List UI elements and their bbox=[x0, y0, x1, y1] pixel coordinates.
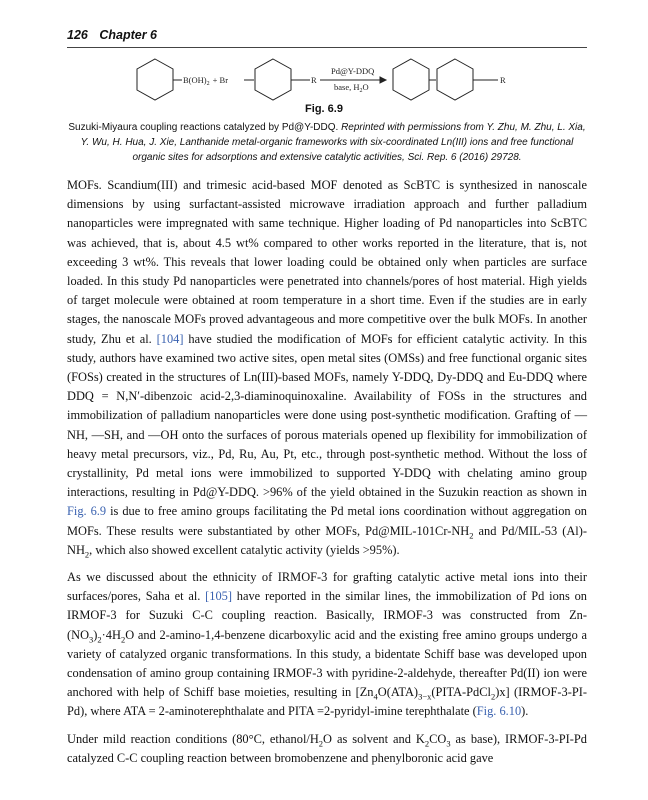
figure-link-6-10[interactable]: Fig. 6.10 bbox=[476, 704, 522, 719]
body-text bbox=[67, 176, 587, 776]
paragraph-1: MOFs. Scandium(III) and trimesic acid-based MOF denoted as ScBTC is synthesized in nanoscale dimensions by using surfactant-assisted microwave irradiation approach and further palladium nanoparticles were impregnated with same technique. Higher loading of Pd nanoparticles into ScBTC was achieved, that is, about 4.5 wt% compared to other works reported in the literature, that is, not exceeding 3 wt%. This reveals that lower loading could be obtained only when particles are surface loaded. In this study Pd nanoparticles were penetrated into channels/pores of host material. High yields of target molecule were obtained at room temperature in a short time. Even if the studies are in early stages, the nanoscale MOFs proved advantageous and more competitive over the bulk MOFs. In another study, Zhu et al. [104] have studied the modification of MOFs for efficient catalytic activity. In this study, authors have examined two active sites, open metal sites (OMSs) and free functional organic sites (FOSs) created in the structures of Ln(III)-based MOFs, namely Y-DDQ, Dy-DDQ and Eu-DDQ where DDQ = N,N′-dibenzoic acid-2,3-diaminoquinoxaline. Availability of FOSs in the structures and immobilization of palladium nanoparticles were done using post-synthetic modification. Grafting of —NH, —SH, and —OH onto the surfaces of porous materials opened up flexibility for immobilization of heavy metal precursors, viz., Pd, Ru, Au, Pt, etc., through post-synthetic method. Without the loss of crystallinity, Pd metal ions were immobilized to supported Y-DDQ with chelating amino group interactions, resulting in Pd@Y-DDQ. >96% of the yield obtained in the Suzukin reaction as shown in Fig. 6.9 is due to free amino groups facilitating the Pd metal ions coordination without aggregation on MOFs. These results were substantiated by other MOFs, $Pd@MIL-101Cr-NH_2$ and Pd/MIL-53 $(Al)-NH_2$, which also showed excellent catalytic activity (yields >95%). bbox=[67, 178, 587, 560]
svg-text:base, H2O: base, $H_2O$ bbox=[334, 82, 369, 94]
product-substituent-label: R bbox=[500, 75, 506, 85]
figure-label: Fig. 6.9 bbox=[305, 103, 343, 115]
conditions-label: base, H bbox=[334, 82, 360, 92]
running-head bbox=[67, 28, 587, 42]
reference-link-105[interactable]: [105] bbox=[205, 589, 232, 604]
figure-caption bbox=[67, 120, 587, 165]
benzene-ring-2 bbox=[255, 59, 291, 100]
benzene-ring-3 bbox=[393, 59, 429, 100]
chapter-title: Chapter 6 bbox=[99, 28, 157, 42]
svg-text:B(OH)2+ Br: $B(OH)_2 + Br$ bbox=[183, 75, 229, 87]
benzene-ring-1 bbox=[137, 59, 173, 100]
figure-link-6-9[interactable]: Fig. 6.9 bbox=[67, 504, 107, 519]
substituent-label: R bbox=[311, 75, 317, 85]
paragraph-2: As we discussed about the ethnicity of IRMOF-3 for grafting catalytic active metal ions into their surfaces/pores, Saha et al. [105] have reported in the similar lines, the immobilization of Pd ions on IRMOF-3 for Suzuki C-C coupling reaction. Basically, IRMOF-3 was constructed from $Zn-(NO_3)_2\cdot 4H_2O$ and 2-amino-1,4-benzene dicarboxylic acid and the existing free amino groups undergo a variety of catalyzed organic transformations. In this study, a bidentate Schiff base was developed upon condensation of amino group containing IRMOF-3 with pyridine-2-aldehyde, thereafter Pd(II) ion were anchored with help of Schiff base moieties, resulting in $[Zn_4O(ATA)_{3-x}(PITA-PdCl_2)x]$ (IRMOF-3-PI-Pd), where ATA = 2-aminoterephthalate and PITA =2-pyridyl-imine terephthalate (Fig. 6.10). bbox=[67, 570, 587, 719]
boronic-acid-label: B(OH) bbox=[183, 75, 207, 85]
page-number: 126 bbox=[67, 28, 88, 42]
catalyst-label: Pd@Y-DDQ bbox=[331, 66, 375, 76]
caption-credit: Reprinted with permissions from Y. Zhu, M. Zhu, L. Xia, Y. Wu, H. Hua, J. Xie, Lanthanide metal-organic frameworks with six-coordinated Ln(III) ions and free functional organic sites for adsorptions and extensive catalytic activities, Sci. Rep. 6 (2016) 29728. bbox=[80, 122, 586, 163]
benzene-ring-4 bbox=[437, 59, 473, 100]
caption-text: Suzuki-Miyaura coupling reactions catalyzed by Pd@Y-DDQ. bbox=[68, 122, 339, 133]
reaction-scheme bbox=[120, 55, 540, 105]
paragraph-3: Under mild reaction conditions (80°C, ethanol/$H_2O$ as solvent and $K_2CO_3$ as base), IRMOF-3-PI-Pd catalyzed C-C coupling reaction between bromobenzene and phenylboronic acid gave bbox=[67, 731, 587, 765]
reference-link-104[interactable]: [104] bbox=[156, 331, 184, 346]
header-rule bbox=[67, 47, 587, 48]
